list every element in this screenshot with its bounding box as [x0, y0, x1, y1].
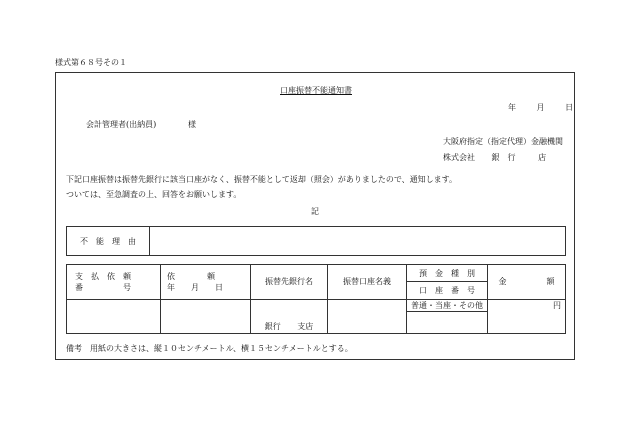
body-line-1: 下記口座振替は振替先銀行に該当口座がなく、振替不能として返却（照会）がありましたので、通知します。: [66, 175, 458, 184]
request-date-header: [161, 265, 251, 300]
amount-cell[interactable]: 円: [488, 299, 566, 334]
date-year: 年: [508, 103, 516, 112]
reason-table: [66, 226, 566, 256]
date-month: 月: [536, 103, 545, 112]
date-line: [508, 102, 573, 113]
payment-no-header: [67, 265, 161, 300]
addressee-name: 会計管理者(出納員): [86, 120, 157, 129]
account-holder-cell[interactable]: [328, 299, 407, 334]
deposit-type-cell[interactable]: 普通・当座・その他: [407, 299, 488, 312]
payment-no-header-1: 支 払 依 頼: [75, 271, 131, 281]
sender-institution: 大阪府指定（指定代理）金融機関: [443, 137, 563, 146]
document-title: 口座振替不能通知書: [280, 86, 352, 95]
deposit-type-header: 預 金 種 別: [407, 265, 488, 282]
bank-name-header: 振替先銀行名: [251, 265, 328, 300]
branch-suffix: 支店: [297, 322, 314, 331]
footnote: 備考 用紙の大きさは、縦１０センチメートル、横１５センチメートルとする。: [66, 344, 353, 353]
request-date-header-1: 依 頼: [167, 271, 215, 281]
sender-branch: 店: [538, 153, 547, 162]
transfer-table: [66, 264, 566, 334]
sender-bank-line: [443, 152, 546, 163]
form-number: 様式第６８号その１: [55, 58, 127, 67]
reason-value[interactable]: [150, 227, 566, 256]
payment-no-cell[interactable]: [67, 299, 161, 334]
account-no-header: 口 座 番 号: [407, 282, 488, 299]
addressee-honorific: 様: [188, 120, 196, 129]
request-date-header-2: 年 月 日: [167, 282, 223, 292]
account-holder-header: 振替口座名義: [328, 265, 407, 300]
amount-header: 金 額: [488, 265, 566, 300]
bank-suffix: 銀行: [264, 322, 281, 331]
reason-label: 不 能 理 由: [67, 227, 150, 256]
payment-no-header-2: 番 号: [75, 282, 131, 292]
account-no-cell[interactable]: [407, 312, 488, 334]
request-date-cell[interactable]: [161, 299, 251, 334]
body-line-2: ついては、至急調査の上、回答をお願いします。: [66, 190, 242, 199]
sender-company: 株式会社: [443, 153, 475, 162]
date-day: 日: [565, 103, 574, 112]
sender-bank: 銀 行: [491, 153, 516, 162]
bank-name-cell[interactable]: [251, 299, 328, 334]
ki-label: 記: [311, 207, 319, 216]
